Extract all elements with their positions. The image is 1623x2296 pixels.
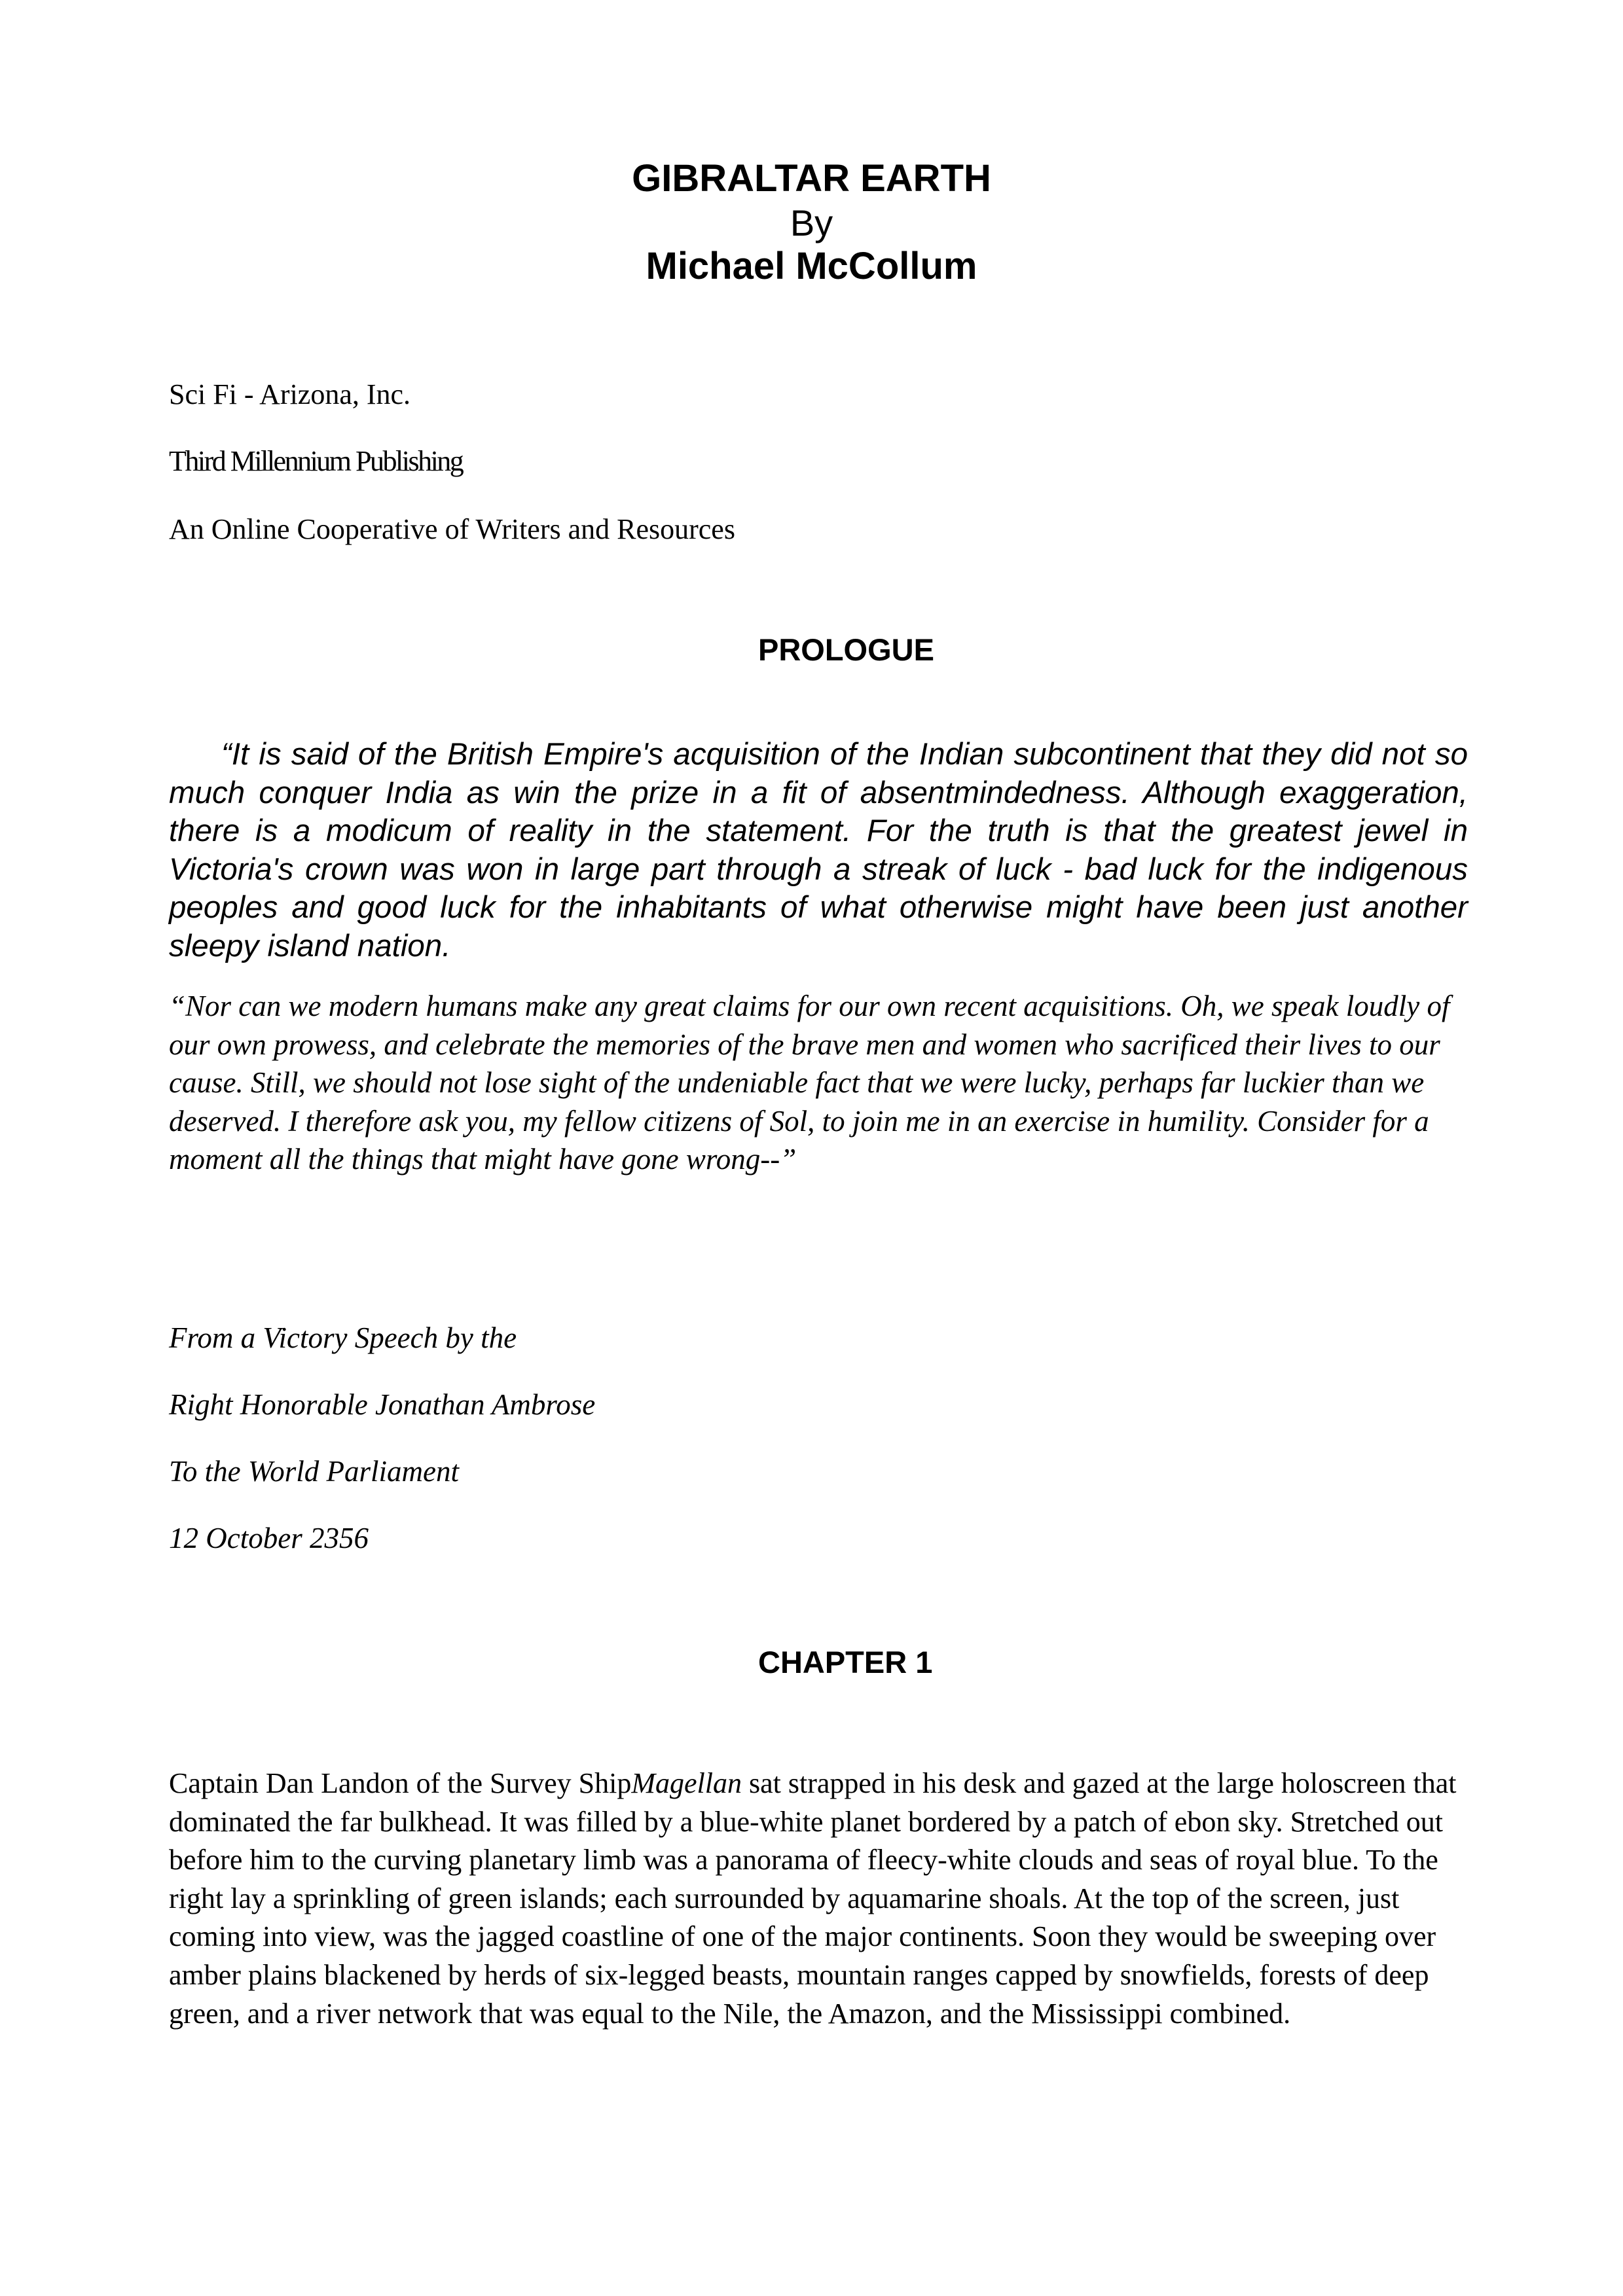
publisher-name: Sci Fi - Arizona, Inc. [169,378,411,410]
book-byline: By [790,202,833,243]
publisher-description: An Online Cooperative of Writers and Resources [169,513,735,545]
attribution-speaker: Right Honorable Jonathan Ambrose [169,1388,596,1421]
chapter-paragraph [169,1765,1472,2033]
prologue-quote: “It is said of the British Empire's acquisition of the Indian subcontinent that they did not so much conquer India as win the prize in a fit of absentmindedness. Although exaggeration, there is a modicum of reality in the statement. For the truth is that the greatest jewel in Victoria's crown was won in large part through a streak of luck - bad luck for the indigenous peoples and good luck for the inhabitants of what otherwise might have been just another sleepy island nation. [169,737,1468,963]
speech-quote: “Nor can we modern humans make any great claims for our own recent acquisitions. Oh, we speak loudly of our own prowess, and celebrate the memories of the brave men and women who sacrificed their lives to our cause. Still, we should not lose sight of the undeniable fact that we were lucky, perhaps far luckier than we deserved. I therefore ask you, my fellow citizens of Sol, to join me in an exercise in humility. Consider for a moment all the things that might have gone wrong--” [169,990,1450,1175]
publisher-imprint: Third Millennium Publishing [169,445,463,477]
chapter-text-body: sat strapped in his desk and gazed at the large holoscreen that dominated the far bulkhead. It was filled by a blue-white planet bordered by a patch of ebon sky. Stretched out before him to the curving planetary limb was a panorama of fleecy-white clouds and seas of royal blue. To the right lay a sprinkling of green islands; each surrounded by aquamarine shoals. At the top of the screen, just coming into view, was the jagged coastline of one of the major continents. Soon they would be sweeping over amber plains blackened by herds of six-legged beasts, mountain ranges capped by snowfields, forests of deep green, and a river network that was equal to the Nile, the Amazon, and the Mississippi combined. [169,1767,1457,2030]
chapter-text-intro: Captain Dan Landon of the Survey Ship [169,1767,632,1799]
attribution-audience: To the World Parliament [169,1455,459,1488]
attribution-date: 12 October 2356 [169,1522,369,1554]
attribution-line: From a Victory Speech by the [169,1321,517,1354]
book-author: Michael McCollum [646,245,977,287]
book-title: GIBRALTAR EARTH [632,157,991,200]
prologue-heading: PROLOGUE [758,632,934,667]
ship-name: Magellan [631,1767,742,1799]
chapter-heading: CHAPTER 1 [758,1645,933,1679]
